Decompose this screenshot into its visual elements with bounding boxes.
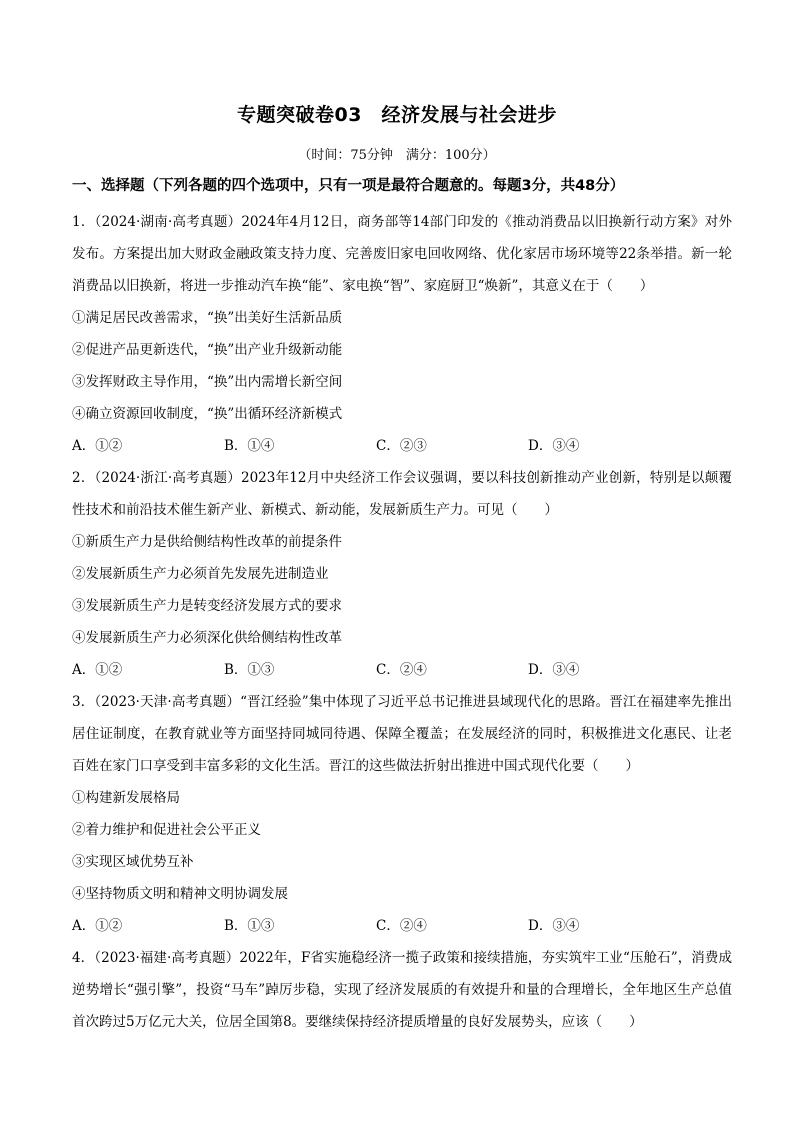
question-4 <box>72 942 732 1038</box>
page-title: 专题突破卷03 经济发展与社会进步 <box>237 104 557 126</box>
statement-option: ③发挥财政主导作用，“换”出内需增长新空间 <box>72 374 343 390</box>
statement-option: ②发展新质生产力必须首先发展先进制造业 <box>72 566 329 582</box>
question-2 <box>72 462 732 686</box>
question-stem: 1．（2024·湖南·高考真题）2024年4月12日，商务部等14部门印发的《推动消费品以旧换新行动方案》对外发布。方案提出加大财政金融政策支持力度、完善废旧家电回收网络、优化家居市场环境等22条举措。新一轮消费品以旧换新，将进一步推动汽车换“能”、家电换“智”、家庭厨卫“焕新”，其意义在于（ ） <box>72 214 732 294</box>
statement-option: ④确立资源回收制度，“换”出循环经济新模式 <box>72 406 343 422</box>
section-heading: 一、选择题（下列各题的四个选项中，只有一项是最符合题意的。每题3分，共48分） <box>72 178 625 194</box>
choice-d[interactable]: D．③④ <box>528 438 580 454</box>
statement-option: ①满足居民改善需求，“换”出美好生活新品质 <box>72 310 343 326</box>
answer-choices <box>72 654 732 686</box>
statement-option: ②促进产品更新迭代，“换”出产业升级新动能 <box>72 342 343 358</box>
choice-d[interactable]: D．③④ <box>528 918 580 934</box>
choice-c[interactable]: C．②④ <box>376 918 427 934</box>
question-stem: 2．（2024·浙江·高考真题）2023年12月中央经济工作会议强调，要以科技创新推动产业创新，特别是以颠覆性技术和前沿技术催生新产业、新模式、新动能，发展新质生产力。可见（ ） <box>72 470 732 518</box>
choice-b[interactable]: B．①④ <box>224 438 275 454</box>
question-3 <box>72 686 732 942</box>
answer-choices <box>72 910 732 942</box>
choice-c[interactable]: C．②④ <box>376 662 427 678</box>
choice-a[interactable]: A．①② <box>72 918 123 934</box>
question-stem: 3．（2023·天津·高考真题）“晋江经验”集中体现了习近平总书记推进县域现代化的思路。晋江在福建率先推出居住证制度，在教育就业等方面坚持同城同待遇、保障全覆盖；在发展经济的同时，积极推进文化惠民、让老百姓在家门口享受到丰富多彩的文化生活。晋江的这些做法折射出推进中国式现代化要（ ） <box>72 694 732 774</box>
question-list <box>72 206 732 1038</box>
choice-b[interactable]: B．①③ <box>224 918 275 934</box>
statement-option: ③发展新质生产力是转变经济发展方式的要求 <box>72 598 342 614</box>
statement-option: ④发展新质生产力必须深化供给侧结构性改革 <box>72 630 342 646</box>
exam-info: （时间：75分钟 满分：100分） <box>298 148 496 163</box>
choice-d[interactable]: D．③④ <box>528 662 580 678</box>
choice-a[interactable]: A．①② <box>72 662 123 678</box>
choice-c[interactable]: C．②③ <box>376 438 427 454</box>
statement-option: ②着力维护和促进社会公平正义 <box>72 822 261 838</box>
statement-option: ④坚持物质文明和精神文明协调发展 <box>72 886 288 902</box>
choice-a[interactable]: A．①② <box>72 438 123 454</box>
statement-option: ①构建新发展格局 <box>72 790 180 806</box>
answer-choices <box>72 430 732 462</box>
question-stem: 4．（2023·福建·高考真题）2022年，F省实施稳经济一揽子政策和接续措施，夯实筑牢工业“压舱石”，消费成逆势增长“强引擎”，投资“马车”踔厉步稳，实现了经济发展质的有效提升和量的合理增长，全年地区生产总值首次跨过5万亿元大关，位居全国第8。要继续保持经济提质增量的良好发展势头，应该（ ） <box>72 950 732 1030</box>
statement-option: ③实现区域优势互补 <box>72 854 194 870</box>
statement-option: ①新质生产力是供给侧结构性改革的前提条件 <box>72 534 342 550</box>
question-1 <box>72 206 732 462</box>
choice-b[interactable]: B．①③ <box>224 662 275 678</box>
